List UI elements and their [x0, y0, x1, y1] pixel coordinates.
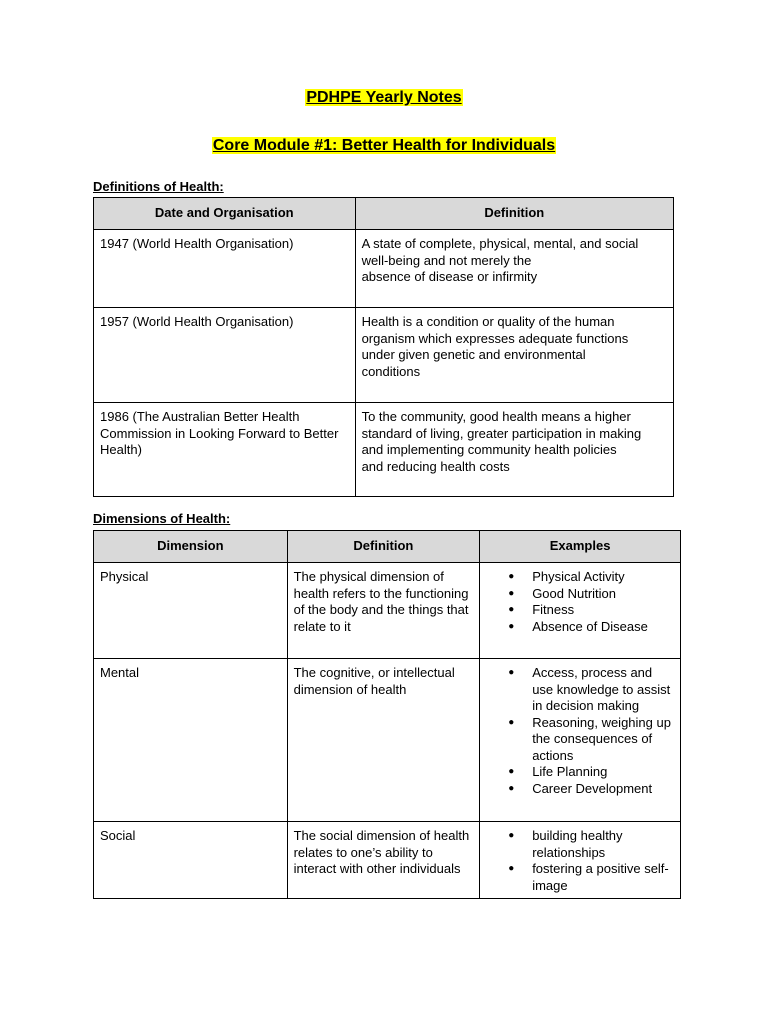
- list-item: ● fostering a positive self-image: [532, 861, 674, 894]
- definition-cell: [355, 308, 673, 403]
- definitions-section-label: Definitions of Health:: [93, 179, 224, 194]
- org-cell: 1957 (World Health Organisation): [94, 308, 356, 403]
- column-header: Definition: [355, 198, 673, 230]
- definition-line: under given genetic and environmental: [361, 347, 586, 362]
- table-row: [94, 308, 674, 403]
- module-title: Core Module #1: Better Health for Individuals: [212, 137, 556, 154]
- table-row: [94, 822, 681, 899]
- examples-list: [486, 828, 674, 894]
- dimensions-table: [93, 530, 681, 899]
- list-item: ● Absence of Disease: [532, 619, 674, 636]
- list-item: ● Access, process and use knowledge to assist in decision making: [532, 665, 674, 715]
- definition-line: To the community, good health means a higher: [361, 409, 631, 424]
- org-cell: 1986 (The Australian Better Health Commission in Looking Forward to Better Health): [94, 403, 356, 497]
- definition-line: and implementing community health policies: [361, 442, 617, 457]
- examples-cell: [480, 659, 681, 822]
- list-item: ● Life Planning: [532, 764, 674, 781]
- definition-cell: The physical dimension of health refers to the functioning of the body and the things that relate to it: [287, 563, 480, 659]
- examples-cell: [480, 563, 681, 659]
- definitions-table: [93, 197, 674, 497]
- definition-line: well-being and not merely the: [361, 252, 532, 268]
- table-header-row: [94, 198, 674, 230]
- column-header: Examples: [480, 531, 681, 563]
- examples-list: [486, 569, 674, 635]
- list-item: ● building healthy relationships: [532, 828, 674, 861]
- table-row: [94, 230, 674, 308]
- definition-line: and reducing health costs: [361, 458, 510, 474]
- examples-cell: [480, 822, 681, 899]
- definition-line: absence of disease or infirmity: [361, 269, 538, 284]
- table-row: [94, 563, 681, 659]
- list-item: ● Fitness: [532, 602, 674, 619]
- table-row: [94, 403, 674, 497]
- dimensions-section-label: Dimensions of Health:: [93, 511, 231, 526]
- dimension-cell: Mental: [94, 659, 288, 822]
- definition-line: A state of complete, physical, mental, and social: [361, 236, 639, 251]
- definition-line: organism which expresses adequate functions: [361, 330, 629, 346]
- document-title: PDHPE Yearly Notes: [306, 89, 462, 106]
- definition-cell: The social dimension of health relates to one’s ability to interact with other individuals: [287, 822, 480, 899]
- list-item: ● Career Development: [532, 781, 674, 798]
- definition-cell: [355, 230, 673, 308]
- column-header: Dimension: [94, 531, 288, 563]
- table-header-row: [94, 531, 681, 563]
- dimension-cell: Physical: [94, 563, 288, 659]
- org-cell: 1947 (World Health Organisation): [94, 230, 356, 308]
- list-item: ● Reasoning, weighing up the consequences of actions: [532, 715, 674, 765]
- examples-list: [486, 665, 674, 797]
- definition-cell: [355, 403, 673, 497]
- definition-cell: The cognitive, or intellectual dimension of health: [287, 659, 480, 822]
- definition-line: conditions: [361, 363, 421, 379]
- table-row: [94, 659, 681, 822]
- column-header: Definition: [287, 531, 480, 563]
- definition-line: Health is a condition or quality of the human: [361, 314, 615, 329]
- list-item: ● Physical Activity: [532, 569, 674, 586]
- dimension-cell: Social: [94, 822, 288, 899]
- column-header: Date and Organisation: [94, 198, 356, 230]
- definition-line: standard of living, greater participation in making: [361, 425, 642, 441]
- list-item: ● Good Nutrition: [532, 586, 674, 603]
